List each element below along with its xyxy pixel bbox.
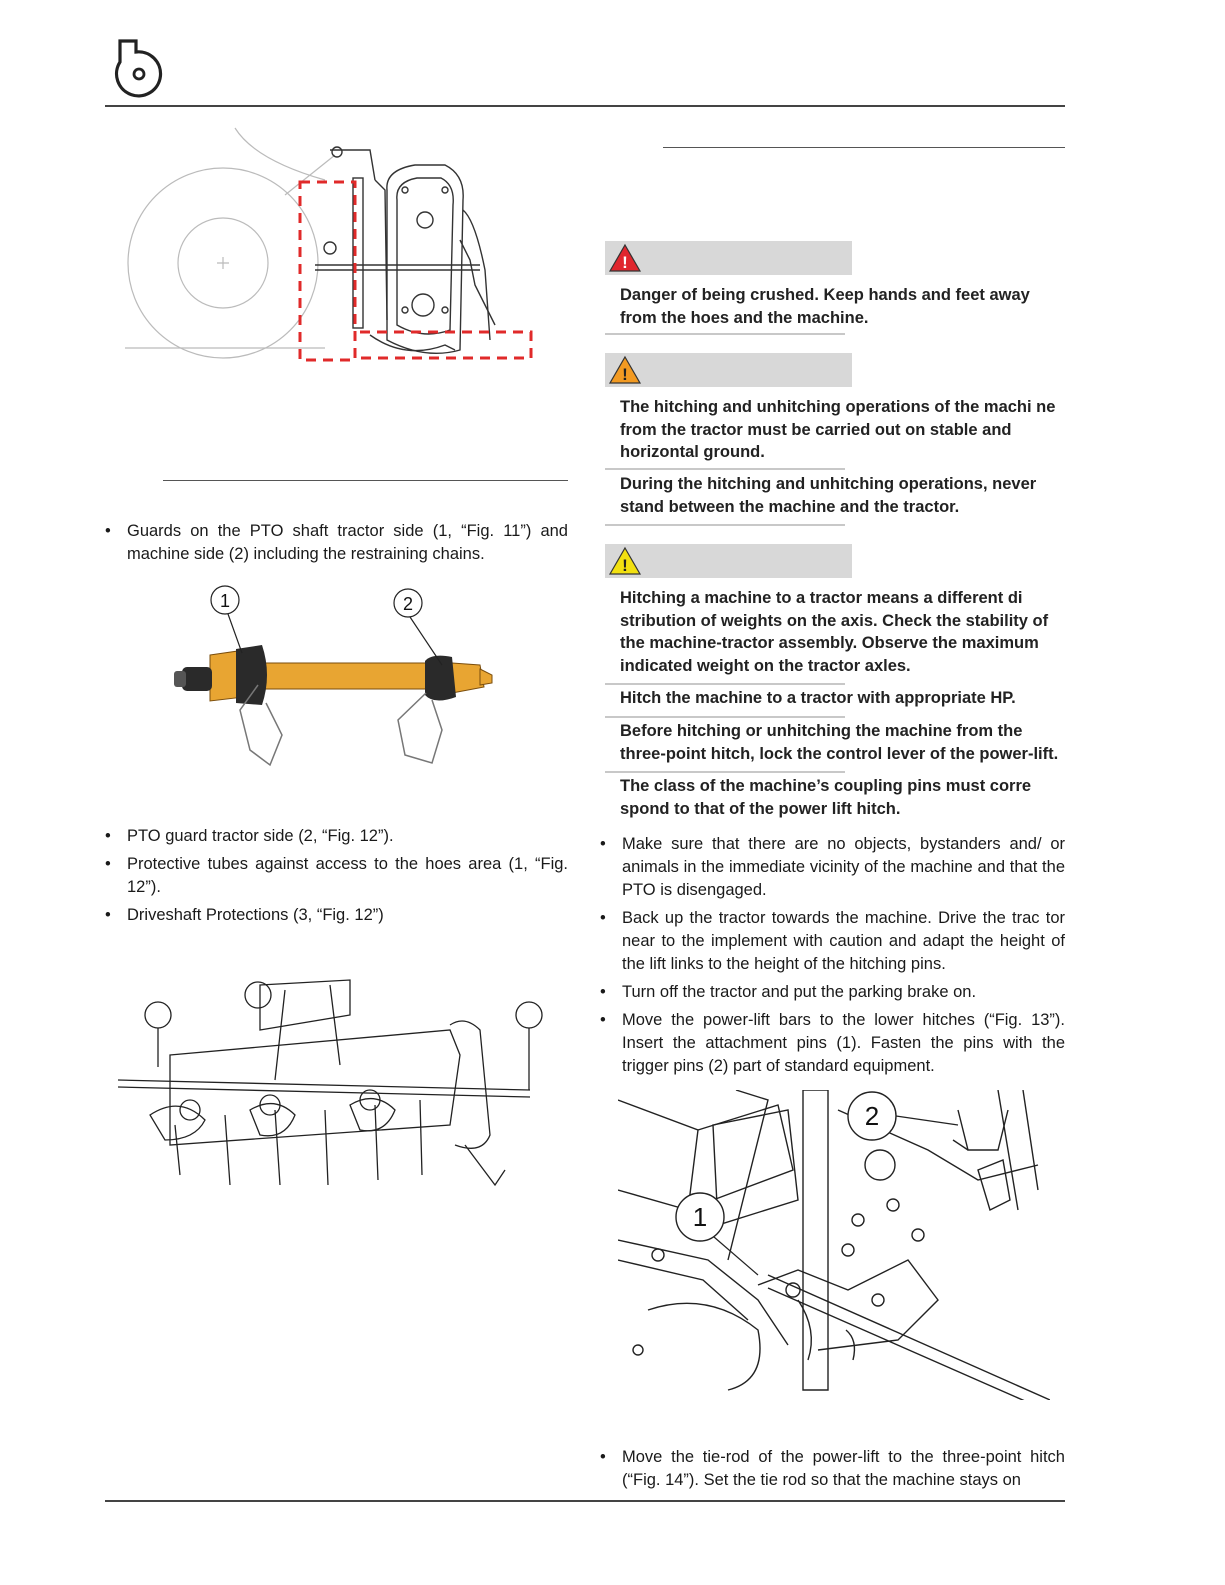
fig13-callout-2: 2: [864, 1101, 880, 1131]
figure-pto-shaft: [170, 585, 510, 780]
figure-hitch-side-view: [125, 120, 555, 370]
caution-triangle-icon: [608, 546, 642, 581]
bullet-tie-rod: • Move the tie-rod of the power-lift to the three-point hitch (“Fig. 14”). Set the tie rod so that the machine stays on: [600, 1446, 1065, 1492]
warning-triangle-icon: [608, 355, 642, 390]
svg-text:!: !: [622, 253, 628, 272]
figure-hitch-pins: [618, 1090, 1050, 1400]
danger-header-bar: [605, 241, 852, 275]
warning-sep-1: [605, 468, 845, 470]
warning-text-never-stand: During the hitching and unhitching operations, never stand between the machine and the tractor.: [620, 475, 1037, 516]
bullet-turn-off-tractor: • Turn off the tractor and put the parking brake on.: [600, 981, 1065, 1004]
danger-triangle-icon: [608, 243, 642, 278]
protection-bullet-list: [105, 825, 568, 932]
danger-sep: [605, 333, 845, 335]
guards-bullet-list: [105, 520, 568, 571]
bullet-protective-tubes: • Protective tubes against access to the hoes area (1, “Fig. 12”).: [105, 853, 568, 899]
bullet-driveshaft: • Driveshaft Protections (3, “Fig. 12”): [105, 904, 568, 927]
bullet-move-power-lift: • Move the power-lift bars to the lower hitches (“Fig. 13”). Insert the attachment pins (1). Fasten the pins with the trigger pins (2) part of standard equipment.: [600, 1009, 1065, 1078]
caution-header-bar: [605, 544, 852, 578]
danger-text-crushed: Danger of being crushed. Keep hands and feet away from the hoes and the machine.: [620, 286, 1030, 327]
bullet-back-up-tractor: • Back up the tractor towards the machine. Drive the trac tor near to the implement with caution and adapt the height of the lift links to the height of the hitching pins.: [600, 907, 1065, 976]
caution-text-lock-lever: Before hitching or unhitching the machine from the three-point hitch, lock the control lever of the power-lift.: [620, 722, 1059, 763]
tie-rod-bullet-list: [600, 1446, 1065, 1497]
caution-text-weights: Hitching a machine to a tractor means a different di stribution of weights on the axis. Check the stability of the machine-tractor assembly. Observe the maximum indicated weight on the tractor axles.: [620, 589, 1049, 675]
bullet-pto-guard: • PTO guard tractor side (2, “Fig. 12”).: [105, 825, 568, 848]
footer-rule: [105, 1500, 1065, 1502]
section-heading-rule: [663, 147, 1065, 148]
left-section-rule: [163, 480, 568, 481]
caution-sep-1: [605, 683, 845, 685]
caution-sep-3: [605, 771, 845, 773]
hitching-steps-list: [600, 833, 1065, 1083]
header-rule: [105, 105, 1065, 107]
warning-sep-2: [605, 524, 845, 526]
fig11-callout-1: 1: [219, 591, 231, 611]
svg-text:!: !: [622, 365, 628, 384]
caution-text-coupling-pins: The class of the machine’s coupling pins must corre spond to that of the power lift hitch.: [620, 777, 1032, 818]
caution-text-hp: Hitch the machine to a tractor with appropriate HP.: [620, 689, 1016, 707]
bullet-no-bystanders: • Make sure that there are no objects, bystanders and/ or animals in the immediate vicinity of the machine and that the PTO is disengaged.: [600, 833, 1065, 902]
warning-header-bar: [605, 353, 852, 387]
fig11-callout-2: 2: [402, 594, 414, 614]
brand-logo-icon: [112, 38, 166, 100]
fig13-callout-1: 1: [692, 1202, 708, 1232]
svg-text:!: !: [622, 556, 628, 575]
bullet-guards-pto: • Guards on the PTO shaft tractor side (1, “Fig. 11”) and machine side (2) including the restraining chains.: [105, 520, 568, 566]
figure-tiller-protections: [110, 975, 560, 1200]
caution-sep-2: [605, 716, 845, 718]
warning-text-stable-ground: The hitching and unhitching operations of the machi ne from the tractor must be carried out on stable and horizontal ground.: [620, 398, 1056, 461]
